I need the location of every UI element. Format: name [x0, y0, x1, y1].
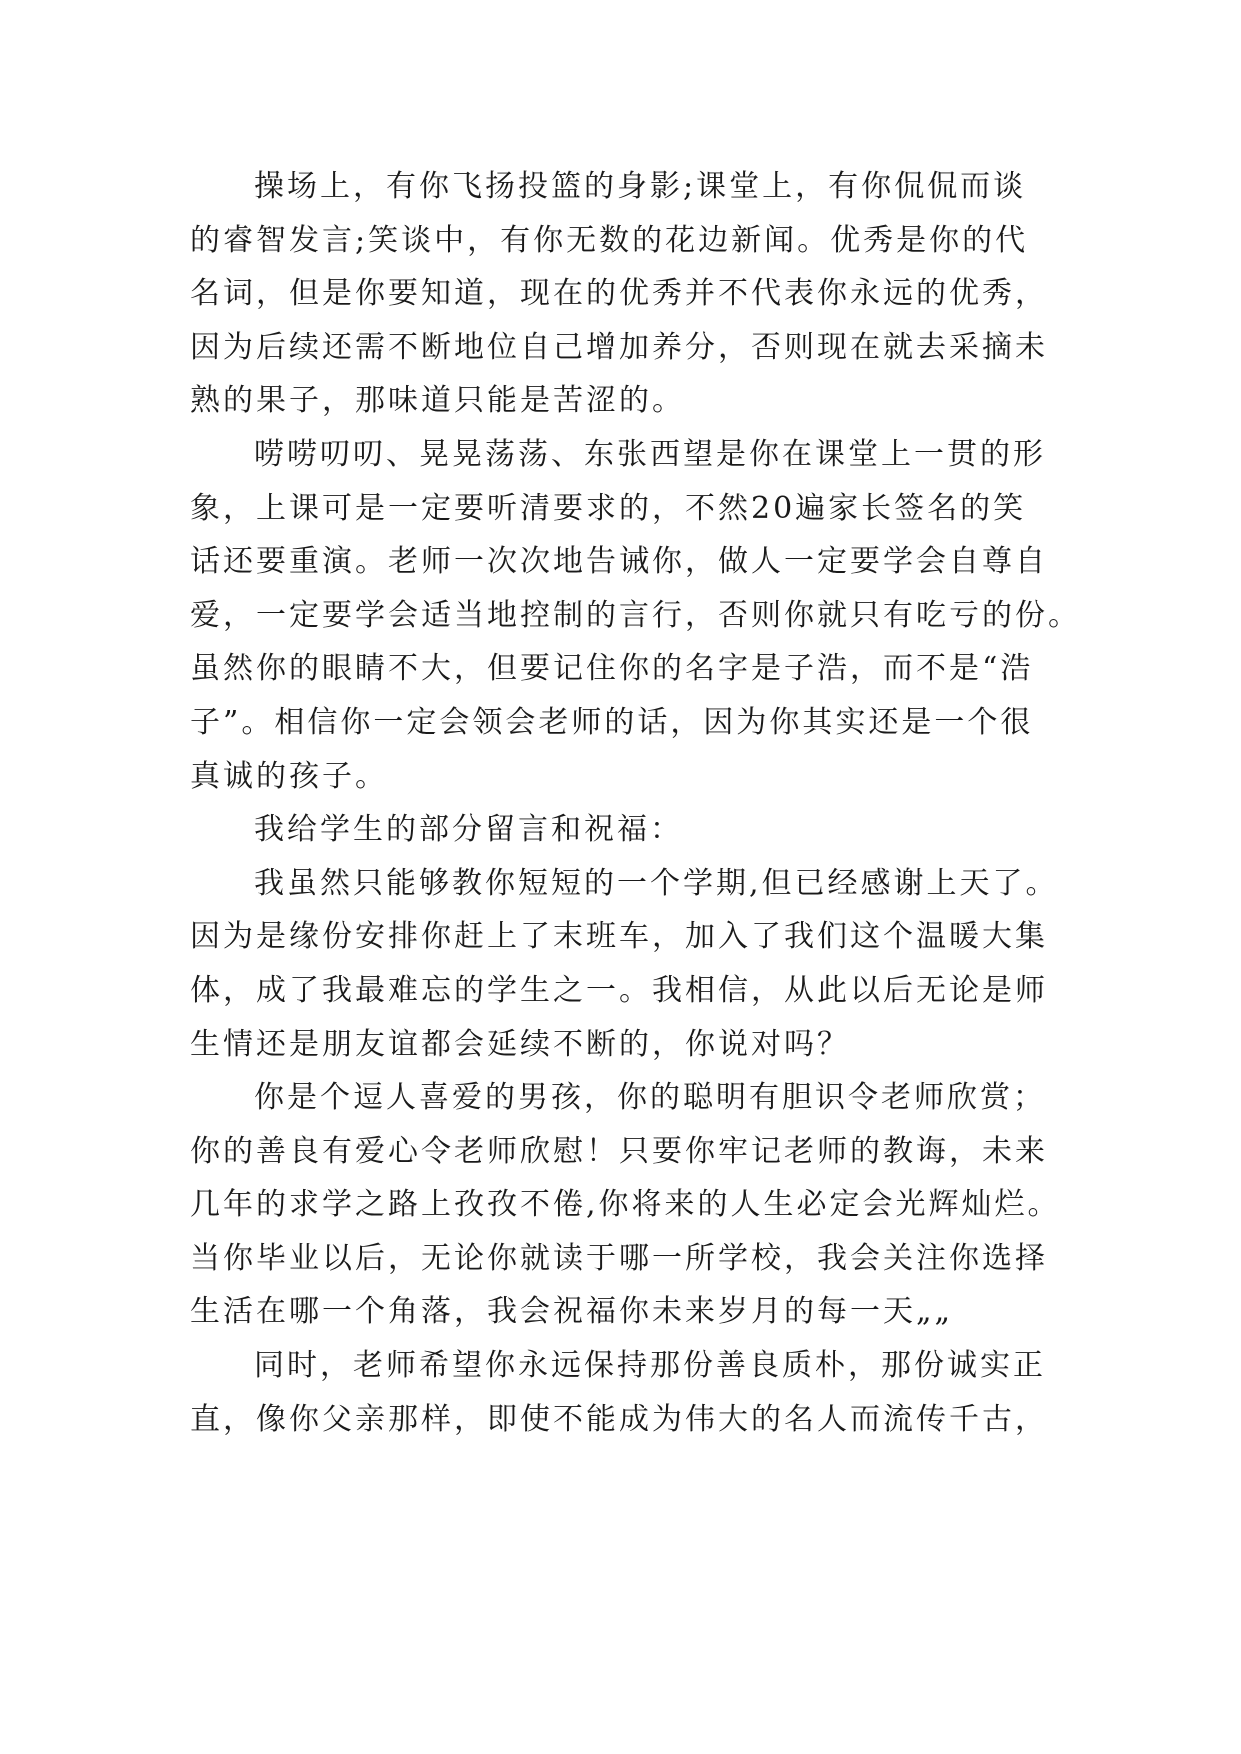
paragraph-line: 几年的求学之路上孜孜不倦,你将来的人生必定会光辉灿烂。 [190, 1187, 1061, 1223]
paragraph-line: 象，上课可是一定要听清要求的，不然20遍家长签名的笑 [190, 490, 1027, 526]
paragraph-line: 话还要重演。老师一次次地告诫你，做人一定要学会自尊自 [190, 544, 1048, 580]
paragraph-line: 我虽然只能够教你短短的一个学期,但已经感谢上天了。 [254, 865, 1059, 901]
paragraph-line: 子”。相信你一定会领会老师的话，因为你其实还是一个很 [190, 704, 1034, 740]
paragraph-line: 虽然你的眼睛不大，但要记住你的名字是子浩，而不是“浩 [190, 651, 1034, 687]
paragraph-line: 爱，一定要学会适当地控制的言行，否则你就只有吃亏的份。 [190, 597, 1081, 633]
paragraph-line: 生情还是朋友谊都会延续不断的，你说对吗？ [190, 1026, 850, 1062]
body-text [190, 160, 1081, 1446]
paragraph-line: 唠唠叨叨、晃晃荡荡、东张西望是你在课堂上一贯的形 [254, 436, 1046, 472]
paragraph-line: 生活在哪一个角落，我会祝福你未来岁月的每一天„„ [190, 1294, 954, 1330]
paragraph-line: 你是个逗人喜爱的男孩，你的聪明有胆识令老师欣赏； [254, 1080, 1046, 1116]
paragraph-line: 你的善良有爱心令老师欣慰！只要你牢记老师的教诲，未来 [190, 1133, 1048, 1169]
paragraph-line: 体，成了我最难忘的学生之一。我相信，从此以后无论是师 [190, 972, 1048, 1008]
section-heading: 我给学生的部分留言和祝福： [254, 812, 683, 848]
paragraph-line: 当你毕业以后，无论你就读于哪一所学校，我会关注你选择 [190, 1240, 1048, 1276]
paragraph-line: 操场上，有你飞扬投篮的身影;课堂上，有你侃侃而谈 [254, 169, 1027, 204]
paragraph-line: 直，像你父亲那样，即使不能成为伟大的名人而流传千古， [190, 1401, 1048, 1437]
paragraph-line: 名词，但是你要知道，现在的优秀并不代表你永远的优秀， [190, 276, 1048, 312]
paragraph-line: 的睿智发言;笑谈中，有你无数的花边新闻。优秀是你的代 [190, 222, 1029, 258]
paragraph-line: 因为后续还需不断地位自己增加养分，否则现在就去采摘未 [190, 329, 1048, 365]
paragraph-line: 熟的果子，那味道只能是苦涩的。 [190, 383, 685, 419]
paragraph-line: 真诚的孩子。 [190, 758, 388, 794]
paragraph-line: 同时，老师希望你永远保持那份善良质朴，那份诚实正 [254, 1348, 1046, 1384]
paragraph-line: 因为是缘份安排你赶上了末班车，加入了我们这个温暖大集 [190, 919, 1048, 955]
